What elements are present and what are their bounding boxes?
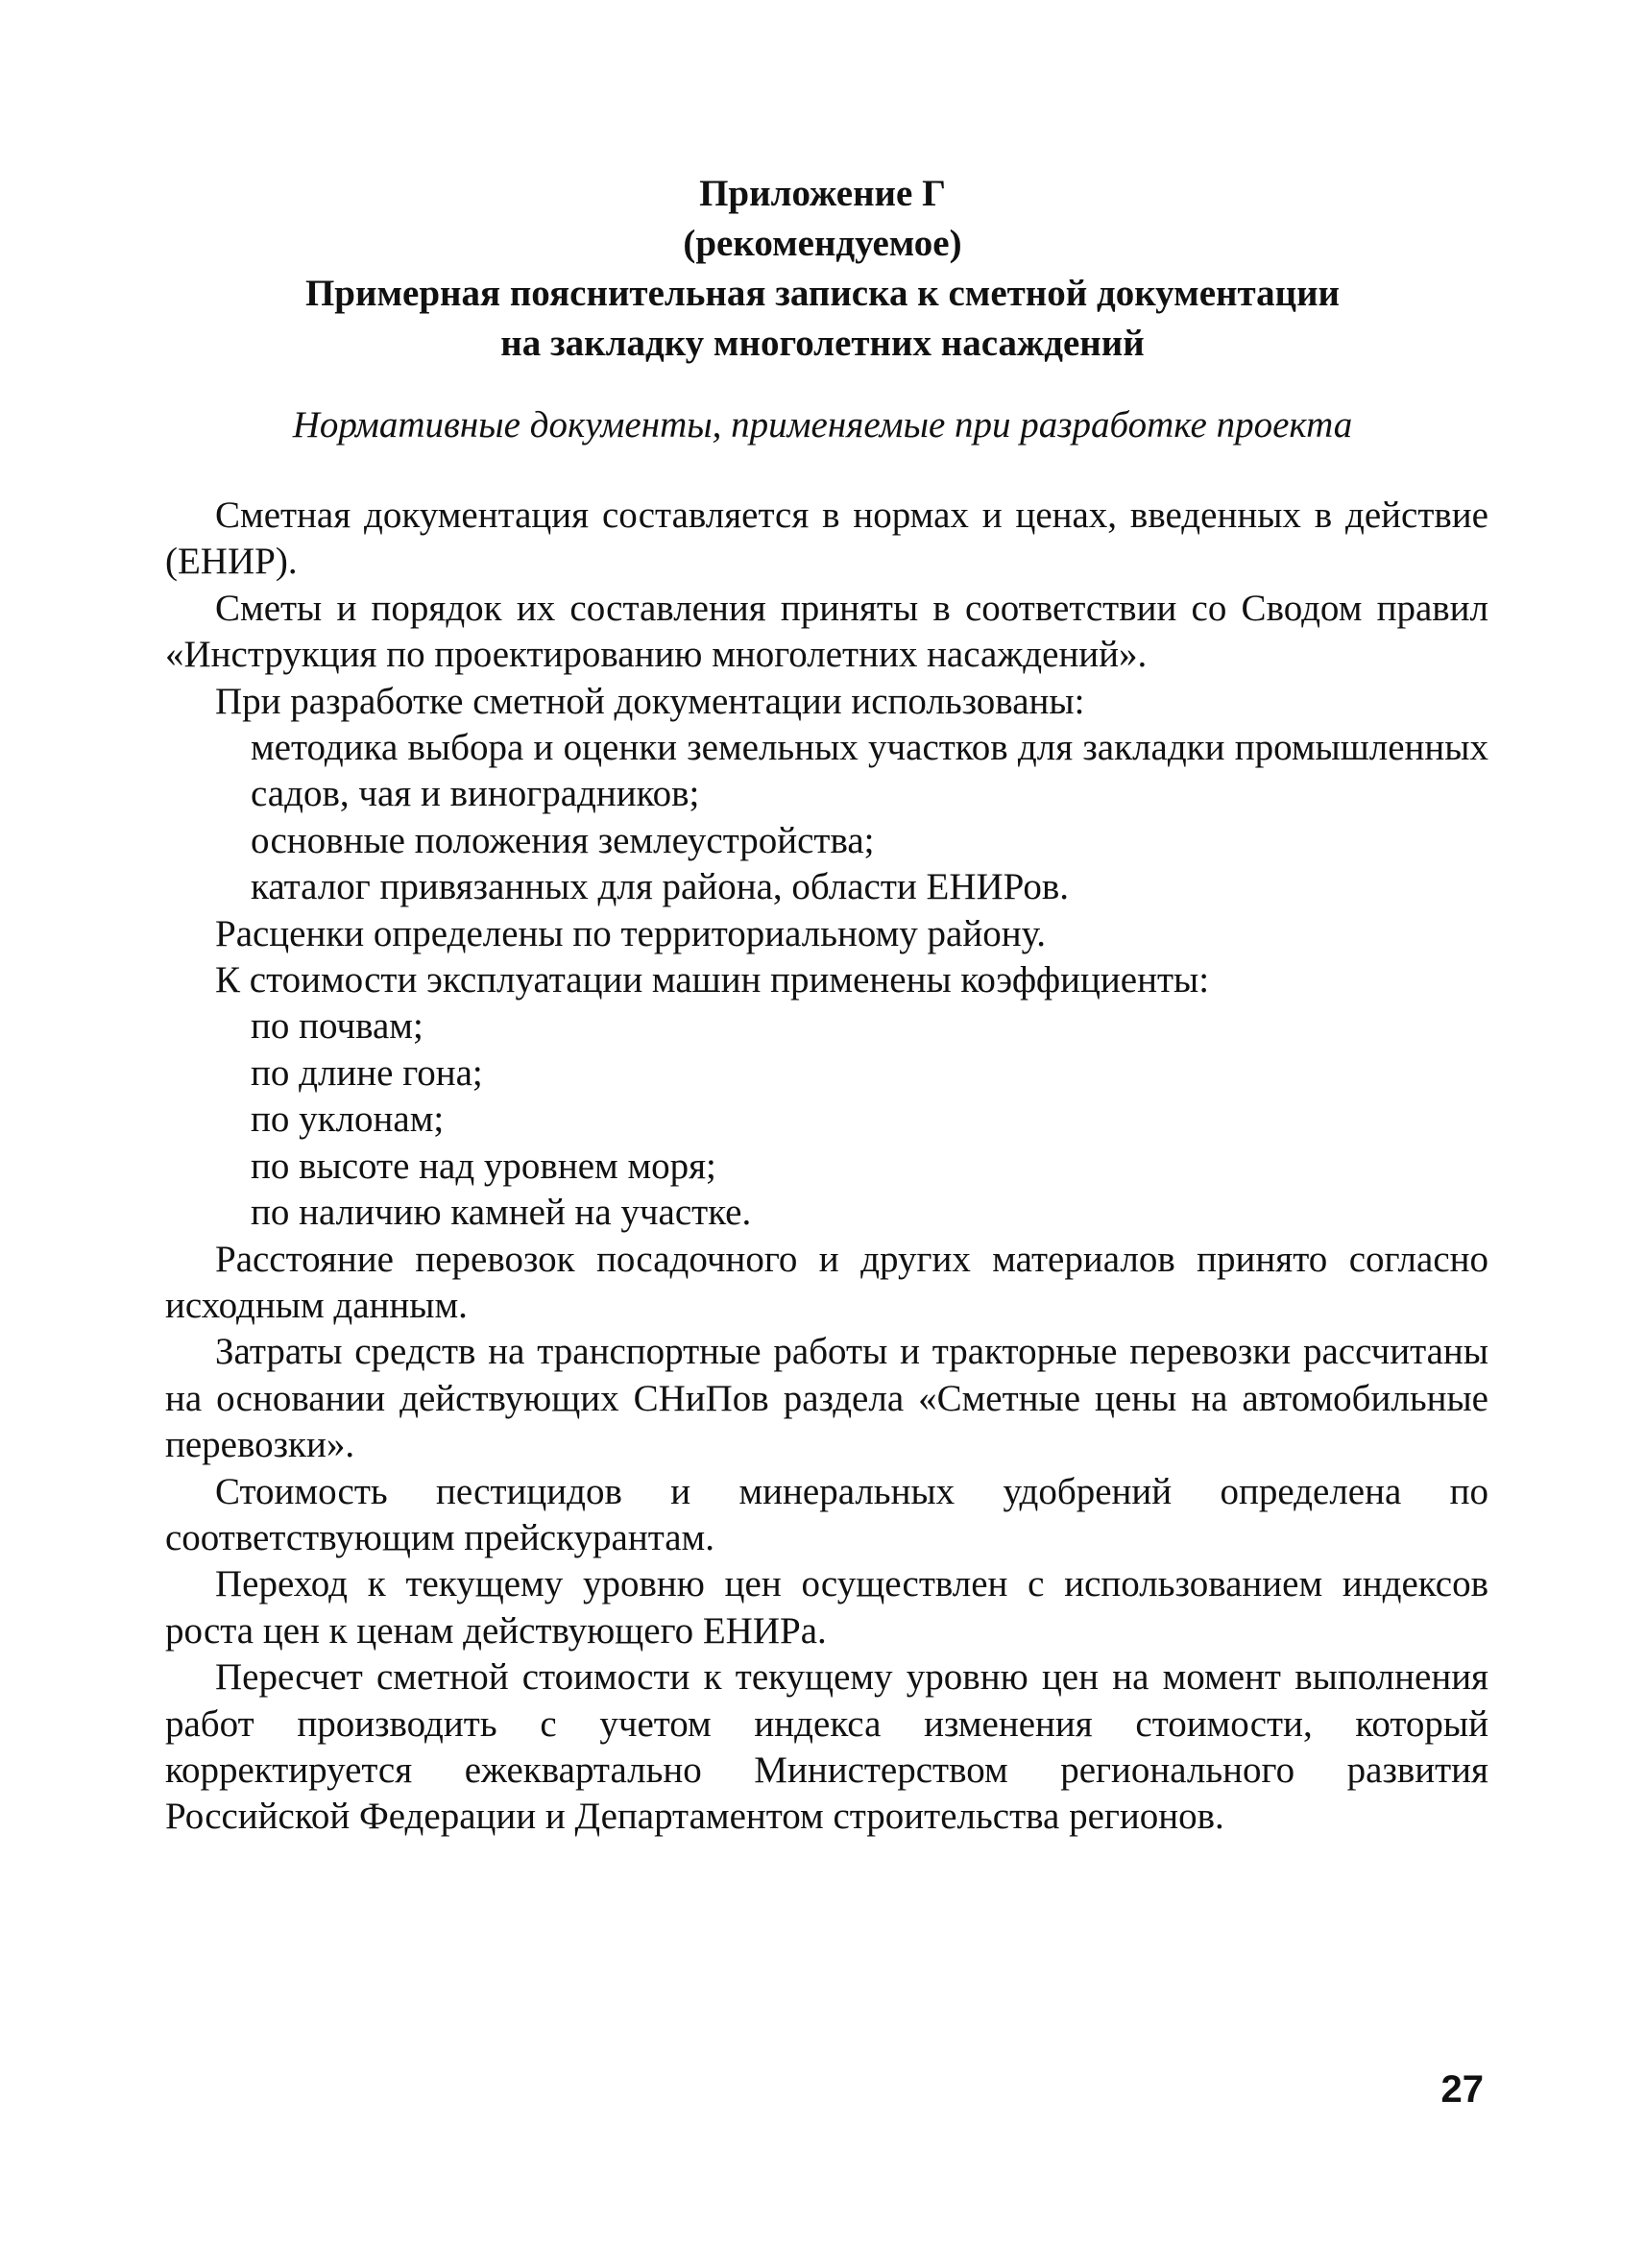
paragraph: Затраты средств на транспортные работы и тракторные перевозки рассчитаны на основании действующих СНиПов раздела «Сметные цены на автомобильные перевозки».: [165, 1331, 1488, 1466]
list-item: по уклонам;: [251, 1098, 445, 1141]
paragraph: К стоимости эксплуатации машин применены коэффициенты:: [215, 959, 1210, 1001]
paragraph: Расценки определены по территориальному району.: [215, 912, 1046, 954]
document-body: [165, 493, 1488, 1841]
list-item: по наличию камней на участке.: [251, 1192, 752, 1234]
appendix-status: (рекомендуемое): [683, 223, 962, 264]
appendix-name-line-1: Примерная пояснительная записка к сметной документации: [304, 273, 1341, 314]
page-number: 27: [1440, 2068, 1484, 2111]
list-item: по длине гона;: [251, 1051, 483, 1094]
list-item: по почвам;: [251, 1005, 423, 1048]
paragraph: Расстояние перевозок посадочного и других материалов принято согласно исходным данным.: [165, 1238, 1488, 1326]
list-item: каталог привязанных для района, области ЕНИРов.: [251, 866, 1070, 908]
paragraph: При разработке сметной документации использованы:: [215, 680, 1085, 722]
paragraph: Сметная документация составляется в нормах и ценах, введенных в действие (ЕНИР).: [165, 495, 1488, 583]
paragraph: Пересчет сметной стоимости к текущему уровню цен на момент выполнения работ производить с учетом индекса изменения стоимости, который корректируется ежеквартально Министерством регионального развития Российской Федерации и Департаментом строительства регионов.: [165, 1656, 1488, 1838]
section-subtitle: Нормативные документы, применяемые при разработке проекта: [292, 404, 1353, 446]
appendix-name-line-2: на закладку многолетних насаждений: [500, 323, 1145, 364]
list-item: методика выбора и оценки земельных участков для закладки промышленных садов, чая и виноградников;: [251, 727, 1488, 815]
list-item: основные положения землеустройства;: [251, 819, 875, 861]
paragraph: Переход к текущему уровню цен осуществлен с использованием индексов роста цен к ценам действующего ЕНИРа.: [165, 1563, 1488, 1652]
appendix-title: Приложение Г: [699, 173, 946, 214]
paragraph: Стоимость пестицидов и минеральных удобрений определена по соответствующим прейскурантам.: [165, 1470, 1488, 1558]
list-item: по высоте над уровнем моря;: [251, 1145, 716, 1187]
paragraph: Сметы и порядок их составления приняты в соответствии со Сводом правил «Инструкция по проектированию многолетних насаждений».: [165, 587, 1488, 676]
appendix-heading: [154, 169, 1491, 369]
